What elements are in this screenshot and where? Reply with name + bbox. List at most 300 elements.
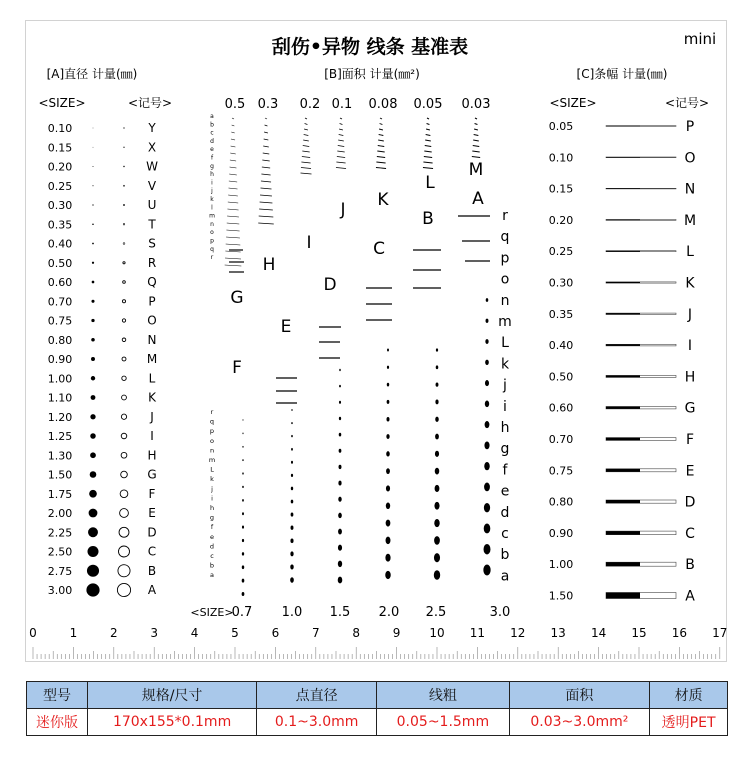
section-a-code: S bbox=[148, 236, 156, 251]
filled-dot-sample bbox=[92, 223, 94, 225]
section-c-size: 0.50 bbox=[548, 370, 574, 384]
strip-fill bbox=[606, 220, 640, 221]
scratch-mark bbox=[473, 140, 479, 141]
tiny-letter: m bbox=[208, 456, 216, 464]
scratch-mark bbox=[377, 151, 384, 152]
section-a-code: L bbox=[148, 371, 156, 386]
area-dot-mark bbox=[339, 385, 341, 388]
area-dot-mark bbox=[291, 461, 293, 464]
area-dot-mark bbox=[291, 435, 293, 437]
area-dot-mark bbox=[434, 502, 439, 510]
section-c-size-label: <SIZE> bbox=[549, 96, 597, 110]
ruler-label: 10 bbox=[429, 626, 445, 640]
area-dot-mark bbox=[338, 513, 342, 518]
hollow-dot-sample bbox=[123, 262, 125, 264]
area-dot-mark bbox=[291, 474, 293, 477]
area-dot-mark bbox=[339, 449, 342, 453]
strip-fill bbox=[606, 126, 640, 127]
area-dot-mark bbox=[291, 448, 293, 451]
section-b-row-letter: c bbox=[501, 526, 509, 542]
section-c-size: 0.90 bbox=[548, 526, 574, 540]
section-c-size: 0.35 bbox=[548, 307, 574, 321]
section-a-size: 0.25 bbox=[47, 179, 73, 193]
area-dot-mark bbox=[242, 446, 243, 448]
area-dot-mark bbox=[242, 579, 245, 583]
tiny-letter: a bbox=[210, 113, 214, 120]
scratch-mark bbox=[376, 168, 386, 169]
page-title: 刮伤•异物 线条 基准表 bbox=[271, 36, 469, 58]
section-a-code: C bbox=[147, 544, 157, 559]
area-dot-mark bbox=[242, 526, 244, 529]
hollow-dot-sample bbox=[121, 433, 127, 439]
strip-fill bbox=[606, 282, 640, 283]
scratch-mark bbox=[231, 139, 235, 140]
strip-fill bbox=[606, 500, 640, 503]
tiny-letter: g bbox=[210, 162, 214, 170]
hollow-dot-sample bbox=[119, 546, 130, 557]
area-dot-mark bbox=[386, 485, 390, 491]
area-dot-mark bbox=[386, 434, 389, 439]
section-a-rows bbox=[48, 121, 158, 597]
filled-dot-sample bbox=[92, 281, 95, 284]
area-dot-mark bbox=[386, 520, 391, 527]
scratch-mark bbox=[338, 146, 345, 147]
filled-dot-sample bbox=[90, 414, 95, 419]
section-c-code: D bbox=[684, 494, 696, 511]
hollow-dot-sample bbox=[124, 128, 125, 129]
scratch-mark bbox=[425, 146, 432, 147]
strip-fill bbox=[606, 562, 640, 566]
area-dot-mark bbox=[484, 483, 490, 492]
scratch-mark bbox=[265, 118, 267, 119]
section-c-size: 0.70 bbox=[548, 433, 574, 446]
tiny-letter: L bbox=[210, 465, 214, 474]
area-dot-mark bbox=[484, 442, 489, 450]
section-b-row-letter: h bbox=[500, 420, 510, 436]
area-dot-mark bbox=[485, 380, 489, 386]
section-a-code: Y bbox=[148, 121, 156, 135]
section-c-size: 0.10 bbox=[548, 151, 574, 165]
section-c-size: 0.75 bbox=[548, 464, 574, 478]
spec-table bbox=[26, 681, 728, 736]
area-dot-mark bbox=[485, 401, 489, 408]
spec-header-model: 型号 bbox=[27, 682, 88, 709]
hollow-dot-sample bbox=[122, 319, 125, 322]
mini-badge: mini bbox=[683, 30, 717, 48]
scratch-mark bbox=[260, 202, 273, 203]
area-dot-mark bbox=[436, 348, 438, 351]
filled-dot-sample bbox=[93, 128, 94, 129]
section-a-code: M bbox=[146, 352, 158, 366]
section-a-size: 0.50 bbox=[47, 256, 73, 270]
hollow-dot-sample bbox=[123, 281, 126, 284]
section-a-code: E bbox=[148, 506, 156, 520]
filled-dot-sample bbox=[93, 147, 94, 148]
tiny-letter: k bbox=[210, 475, 214, 484]
section-a-code: T bbox=[148, 217, 156, 232]
scratch-mark bbox=[259, 216, 274, 217]
area-dot-mark bbox=[434, 570, 440, 580]
area-dot-mark bbox=[291, 525, 294, 529]
scratch-mark bbox=[378, 146, 385, 147]
filled-dot-sample bbox=[91, 319, 94, 322]
section-a-size: 0.35 bbox=[47, 218, 73, 232]
hollow-dot-sample bbox=[122, 338, 126, 342]
section-c-code: P bbox=[685, 119, 695, 135]
area-dot-mark bbox=[484, 544, 491, 554]
scratch-mark bbox=[426, 135, 431, 136]
section-a-size: 0.60 bbox=[47, 276, 73, 289]
section-b-bottom-value: 3.0 bbox=[489, 605, 511, 620]
ruler-label: 12 bbox=[510, 626, 526, 640]
filled-dot-sample bbox=[92, 204, 93, 205]
section-b-bottom-value: 2.0 bbox=[378, 605, 400, 620]
scratch-mark bbox=[337, 157, 345, 158]
section-b-big-letter: G bbox=[230, 288, 244, 308]
strip-fill bbox=[606, 438, 640, 441]
area-dot-mark bbox=[242, 592, 245, 596]
hollow-dot-sample bbox=[122, 395, 127, 400]
section-c-code: F bbox=[685, 432, 695, 448]
ruler-label: 11 bbox=[469, 626, 486, 640]
strip-fill bbox=[606, 469, 640, 472]
area-dot-mark bbox=[434, 536, 440, 545]
filled-dot-sample bbox=[89, 490, 97, 498]
strip-fill bbox=[606, 375, 640, 377]
section-b-big-letter: L bbox=[425, 173, 435, 193]
section-b-top-value: 0.08 bbox=[368, 97, 398, 112]
section-c-size: 0.05 bbox=[548, 120, 574, 133]
section-a-size: 2.75 bbox=[47, 564, 73, 578]
scratch-mark bbox=[380, 118, 382, 119]
area-dot-mark bbox=[338, 561, 342, 568]
section-a-size: 2.00 bbox=[47, 507, 73, 520]
scratch-mark bbox=[225, 258, 241, 259]
tiny-letter: g bbox=[209, 513, 215, 522]
ruler-label: 6 bbox=[271, 626, 280, 640]
tiny-letter: d bbox=[210, 137, 214, 145]
ruler-label: 9 bbox=[392, 626, 401, 640]
strip-fill bbox=[606, 344, 640, 346]
filled-dot-sample bbox=[88, 546, 99, 557]
section-b-big-letter: B bbox=[422, 209, 434, 229]
scratch-mark bbox=[301, 162, 310, 163]
area-dot-mark bbox=[386, 451, 390, 456]
section-b-big-letter: F bbox=[232, 358, 242, 378]
section-a-code: N bbox=[147, 332, 157, 347]
section-b-row-letter: e bbox=[500, 483, 510, 500]
area-dot-mark bbox=[242, 539, 244, 542]
section-b-row-letter: r bbox=[502, 208, 508, 224]
area-dot-mark bbox=[436, 382, 439, 386]
filled-dot-sample bbox=[89, 509, 98, 518]
scratch-mark bbox=[305, 124, 308, 125]
spec-value-size: 170x155*0.1mm bbox=[87, 709, 256, 736]
section-b-big-letter: M bbox=[468, 160, 484, 180]
tiny-letter: h bbox=[210, 171, 214, 179]
section-b-row-letter: p bbox=[500, 250, 510, 267]
section-b-row-letter: j bbox=[503, 377, 507, 394]
section-c-size: 1.50 bbox=[548, 589, 574, 603]
section-c-code: J bbox=[687, 306, 693, 323]
area-dot-mark bbox=[339, 417, 341, 420]
scratch-mark bbox=[264, 139, 269, 140]
scratch-mark bbox=[225, 251, 240, 252]
spec-header-area: 面积 bbox=[509, 682, 650, 709]
section-c-code: L bbox=[686, 244, 694, 261]
tiny-letter: b bbox=[209, 561, 215, 570]
area-dot-mark bbox=[435, 434, 439, 440]
area-dot-mark bbox=[387, 400, 390, 404]
section-a-code: X bbox=[147, 140, 157, 155]
filled-dot-sample bbox=[91, 300, 94, 303]
filled-dot-sample bbox=[88, 527, 98, 537]
scratch-mark bbox=[427, 124, 430, 125]
section-b-top-value: 0.05 bbox=[413, 97, 443, 112]
section-b-bottom-value: 1.5 bbox=[329, 605, 351, 620]
spec-header-line-width: 线粗 bbox=[377, 682, 510, 709]
section-a-size: 0.20 bbox=[47, 160, 73, 174]
area-dot-mark bbox=[291, 409, 292, 411]
scratch-mark bbox=[227, 209, 238, 210]
section-b-top-value: 0.5 bbox=[224, 97, 246, 112]
tiny-letter: c bbox=[210, 129, 214, 137]
scratch-mark bbox=[379, 135, 384, 136]
section-c-code: I bbox=[687, 338, 693, 355]
scratch-mark bbox=[231, 132, 234, 133]
filled-dot-sample bbox=[93, 166, 94, 167]
section-a-code-label: <记号> bbox=[127, 96, 173, 110]
section-a-code: A bbox=[147, 583, 157, 597]
section-b-row-letter: a bbox=[500, 568, 510, 585]
scratch-mark bbox=[426, 129, 430, 130]
scratch-mark bbox=[231, 146, 236, 147]
section-b-top-value: 0.3 bbox=[257, 97, 279, 112]
tiny-letter: o bbox=[210, 436, 214, 445]
section-a-code: W bbox=[146, 159, 158, 174]
area-dot-mark bbox=[435, 468, 439, 475]
scratch-mark bbox=[304, 129, 308, 130]
section-a-size: 3.00 bbox=[47, 584, 73, 597]
hollow-dot-sample bbox=[124, 166, 125, 167]
area-dot-mark bbox=[484, 524, 491, 534]
scratch-mark bbox=[302, 157, 310, 158]
section-a-code: F bbox=[148, 486, 156, 501]
scratch-mark bbox=[473, 146, 480, 147]
tiny-letter: l bbox=[211, 204, 213, 212]
scratch-mark bbox=[259, 209, 273, 210]
area-dot-mark bbox=[291, 422, 292, 424]
scratch-mark bbox=[260, 195, 272, 196]
section-a-code: Q bbox=[147, 275, 157, 289]
section-a-size: 1.10 bbox=[47, 391, 73, 405]
section-a-size: 0.10 bbox=[47, 122, 73, 135]
scratch-mark bbox=[304, 135, 309, 136]
spec-header-size: 规格/尺寸 bbox=[87, 682, 256, 709]
hollow-dot-sample bbox=[121, 452, 127, 458]
area-dot-mark bbox=[485, 421, 490, 428]
area-dot-mark bbox=[485, 339, 488, 344]
spec-value-dot-diameter: 0.1~3.0mm bbox=[257, 709, 377, 736]
area-dot-mark bbox=[339, 465, 342, 469]
filled-dot-sample bbox=[91, 395, 96, 400]
area-dot-mark bbox=[434, 553, 440, 562]
scratch-mark bbox=[472, 151, 479, 152]
scratch-mark bbox=[475, 118, 477, 119]
area-dot-mark bbox=[386, 468, 390, 474]
hollow-dot-sample bbox=[122, 376, 126, 380]
section-b-top-value: 0.1 bbox=[331, 97, 353, 112]
section-a-code: G bbox=[147, 467, 157, 482]
scratch-mark bbox=[230, 167, 237, 168]
section-b-heading: [B]面积 计量(㎜²) bbox=[324, 67, 420, 81]
section-b-big-letter: E bbox=[280, 317, 292, 337]
scratch-mark bbox=[380, 124, 383, 125]
area-dot-mark bbox=[242, 459, 243, 461]
strip-fill bbox=[606, 157, 640, 158]
section-b-big-letter: D bbox=[323, 275, 337, 295]
area-dot-mark bbox=[338, 529, 342, 535]
section-b-top-value: 0.03 bbox=[461, 97, 491, 112]
scratch-mark bbox=[264, 132, 268, 133]
section-b-top-value: 0.2 bbox=[299, 97, 321, 112]
area-dot-mark bbox=[242, 486, 244, 488]
section-a-size: 0.40 bbox=[47, 237, 73, 251]
section-b-big-letter: C bbox=[373, 239, 385, 259]
area-dot-mark bbox=[436, 365, 439, 369]
scratch-mark bbox=[226, 230, 239, 231]
ruler-label: 8 bbox=[352, 626, 361, 640]
area-dot-mark bbox=[242, 433, 243, 435]
filled-dot-sample bbox=[90, 471, 97, 478]
section-c-size: 0.40 bbox=[548, 339, 574, 353]
area-dot-mark bbox=[435, 400, 438, 405]
ruler-label: 7 bbox=[311, 626, 320, 640]
scratch-mark bbox=[232, 118, 234, 119]
section-a-size: 1.75 bbox=[47, 487, 73, 501]
scratch-mark bbox=[229, 188, 238, 189]
area-dot-mark bbox=[386, 502, 390, 509]
scratch-mark bbox=[337, 151, 344, 152]
section-b-row-letter: n bbox=[500, 292, 510, 309]
hollow-dot-sample bbox=[123, 204, 124, 205]
section-c-size: 0.25 bbox=[548, 245, 574, 259]
ruler-label: 4 bbox=[190, 626, 199, 640]
scratch-mark bbox=[336, 162, 345, 163]
section-a-code: J bbox=[150, 409, 154, 424]
section-b-row-letter: f bbox=[502, 462, 508, 479]
section-c-code: C bbox=[685, 525, 695, 542]
section-c-code: K bbox=[685, 275, 695, 292]
section-a-size: 2.25 bbox=[47, 526, 73, 540]
hollow-dot-sample bbox=[120, 490, 128, 498]
scratch-mark bbox=[229, 174, 237, 175]
area-dot-mark bbox=[338, 577, 343, 584]
spec-value-area: 0.03~3.0mm² bbox=[509, 709, 650, 736]
scratch-mark bbox=[262, 160, 269, 161]
section-a-code: B bbox=[147, 563, 157, 578]
tiny-letter: j bbox=[211, 187, 213, 195]
tiny-letter: k bbox=[210, 196, 214, 203]
scratch-mark bbox=[230, 153, 236, 154]
filled-dot-sample bbox=[92, 243, 94, 245]
scratch-mark bbox=[474, 129, 478, 130]
hollow-dot-sample bbox=[117, 583, 130, 596]
area-dot-mark bbox=[291, 513, 294, 517]
section-b-patterns bbox=[209, 97, 512, 620]
section-a-code: U bbox=[147, 198, 157, 212]
filled-dot-sample bbox=[92, 185, 93, 186]
scratch-mark bbox=[305, 118, 307, 119]
section-b-big-letter: K bbox=[377, 190, 389, 210]
scratch-mark bbox=[265, 125, 268, 126]
section-b-bottom-value: 1.0 bbox=[281, 605, 303, 620]
section-c-size: 0.80 bbox=[548, 495, 574, 509]
section-c-code: M bbox=[683, 212, 697, 229]
ruler-label: 16 bbox=[671, 626, 688, 640]
section-b-big-letter: I bbox=[306, 233, 312, 253]
scratch-mark bbox=[258, 223, 274, 224]
scratch-mark bbox=[424, 151, 431, 152]
spec-value-model: 迷你版 bbox=[27, 709, 88, 736]
ruler-label: 0 bbox=[29, 626, 37, 640]
scratch-mark bbox=[227, 223, 240, 224]
section-b-bottom-value: 0.7 bbox=[231, 605, 253, 620]
area-dot-mark bbox=[483, 565, 490, 576]
scratch-mark bbox=[378, 140, 384, 141]
tiny-letter: p bbox=[209, 427, 215, 436]
section-c-code-label: <记号> bbox=[664, 96, 710, 110]
section-c-size: 0.15 bbox=[548, 182, 574, 196]
section-c-code: O bbox=[684, 150, 696, 167]
tiny-letter: q bbox=[209, 417, 215, 426]
section-a-code: R bbox=[147, 255, 157, 270]
filled-dot-sample bbox=[90, 452, 96, 458]
area-dot-mark bbox=[484, 462, 489, 470]
section-a-size: 1.25 bbox=[47, 430, 73, 443]
section-c-code: G bbox=[684, 400, 696, 417]
section-c-size: 0.20 bbox=[548, 213, 574, 227]
filled-dot-sample bbox=[86, 583, 99, 596]
section-b-row-letter: q bbox=[500, 229, 510, 246]
hollow-dot-sample bbox=[119, 527, 129, 537]
section-c-code: A bbox=[685, 588, 695, 605]
filled-dot-sample bbox=[91, 338, 95, 342]
tiny-letter: d bbox=[209, 542, 215, 551]
scratch-mark bbox=[427, 118, 429, 119]
scratch-mark bbox=[338, 140, 344, 141]
area-dot-mark bbox=[290, 564, 293, 569]
section-a-code: P bbox=[148, 294, 156, 309]
section-a-code: D bbox=[147, 525, 157, 540]
scratch-mark bbox=[263, 146, 269, 147]
scratch-mark bbox=[424, 157, 432, 158]
tiny-letter: p bbox=[210, 237, 214, 245]
area-dot-mark bbox=[338, 545, 342, 551]
area-dot-mark bbox=[486, 298, 489, 302]
area-dot-mark bbox=[386, 537, 391, 544]
spec-value-material: 透明PET bbox=[650, 709, 728, 736]
area-dot-mark bbox=[290, 551, 293, 556]
section-b-row-letter: o bbox=[500, 271, 510, 288]
section-b-row-letter: L bbox=[501, 335, 509, 352]
area-dot-mark bbox=[242, 499, 244, 502]
scratch-mark bbox=[261, 181, 271, 182]
area-dot-mark bbox=[434, 519, 439, 527]
area-dot-mark bbox=[385, 554, 390, 562]
area-dot-mark bbox=[339, 369, 341, 371]
filled-dot-sample bbox=[90, 433, 96, 439]
